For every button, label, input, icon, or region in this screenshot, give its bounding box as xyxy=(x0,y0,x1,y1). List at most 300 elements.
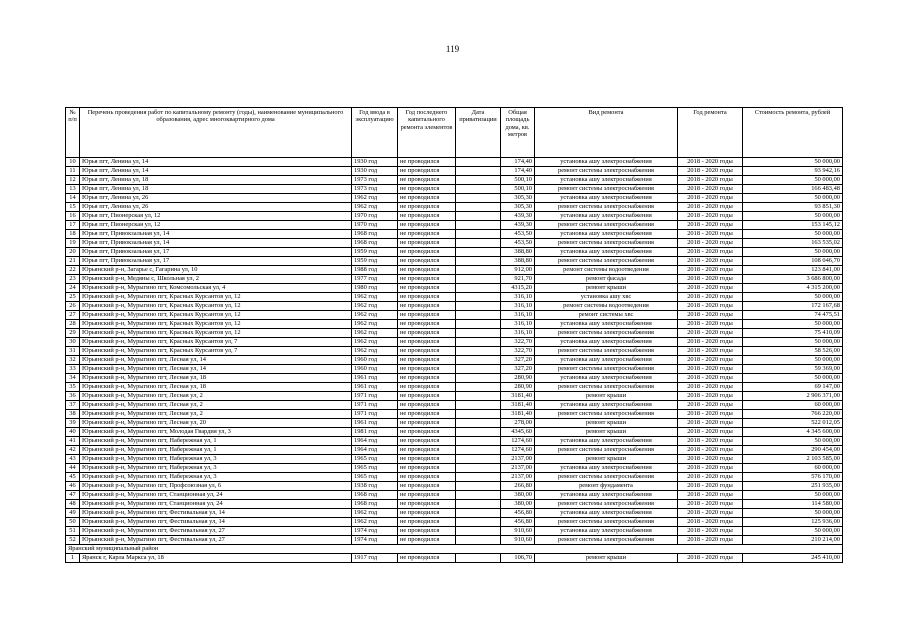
cell-cost: 125 936,00 xyxy=(743,518,843,527)
table-row xyxy=(66,311,843,320)
cell-priv xyxy=(456,158,501,167)
cell-work: ремонт системы электроснабжения xyxy=(535,329,678,338)
cell-num: 15 xyxy=(66,203,80,212)
cell-area: 910,60 xyxy=(501,536,535,545)
cell-cost: 153 145,12 xyxy=(743,221,843,230)
cell-yr: 1930 год xyxy=(352,158,398,167)
cell-work: установка ашу электроснабжения xyxy=(535,338,678,347)
table-row xyxy=(66,491,843,500)
cell-addr: Юрьянский р-н, Мурыгино пгт, Лесная ул, 14 xyxy=(80,356,352,365)
cell-priv xyxy=(456,311,501,320)
cell-period: 2018 - 2020 годы xyxy=(678,158,743,167)
cell-cost: 60 000,00 xyxy=(743,401,843,410)
cell-addr: Яранск г, Карла Маркса ул, 18 xyxy=(80,554,352,563)
cell-work: ремонт системы электроснабжения xyxy=(535,473,678,482)
cell-area: 280,90 xyxy=(501,374,535,383)
cell-addr: Юрьянский р-н, Мурыгино пгт, Красных Курсантов ул, 12 xyxy=(80,311,352,320)
cell-num: 39 xyxy=(66,419,80,428)
cell-cost: 50 000,00 xyxy=(743,293,843,302)
cell-area: 316,10 xyxy=(501,320,535,329)
cell-yr: 1988 год xyxy=(352,266,398,275)
cell-cost: 69 147,00 xyxy=(743,383,843,392)
cell-last: не проводился xyxy=(398,464,456,473)
cell-yr: 1962 год xyxy=(352,320,398,329)
table-row xyxy=(66,446,843,455)
cell-num: 11 xyxy=(66,167,80,176)
cell-cost: 4 345 600,00 xyxy=(743,428,843,437)
table-row xyxy=(66,284,843,293)
cell-period: 2018 - 2020 годы xyxy=(678,554,743,563)
cell-addr: Юрьянский р-н, Мурыгино пгт, Молодая Гвардия ул, 3 xyxy=(80,428,352,437)
cell-priv xyxy=(456,176,501,185)
table-row xyxy=(66,374,843,383)
cell-period: 2018 - 2020 годы xyxy=(678,167,743,176)
cell-num: 21 xyxy=(66,257,80,266)
cell-last: не проводился xyxy=(398,257,456,266)
cell-cost: 3 686 800,00 xyxy=(743,275,843,284)
cell-work: ремонт системы электроснабжения xyxy=(535,347,678,356)
cell-addr: Юрьянский р-н, Мурыгино пгт, Станционная ул, 24 xyxy=(80,491,352,500)
cell-addr: Юрья пгт, Ленина ул, 18 xyxy=(80,185,352,194)
cell-num: 38 xyxy=(66,410,80,419)
cell-last: не проводился xyxy=(398,401,456,410)
cell-period: 2018 - 2020 годы xyxy=(678,455,743,464)
cell-area: 2137,00 xyxy=(501,455,535,464)
cell-last: не проводился xyxy=(398,518,456,527)
cell-cost: 50 000,00 xyxy=(743,527,843,536)
cell-num: 42 xyxy=(66,446,80,455)
cell-work: установка ашу хвс xyxy=(535,293,678,302)
cell-area: 453,50 xyxy=(501,230,535,239)
header-period: Год ремонта xyxy=(678,108,743,158)
cell-num: 51 xyxy=(66,527,80,536)
cell-addr: Юрьянский р-н, Мурыгино пгт, Лесная ул, 18 xyxy=(80,383,352,392)
cell-work: установка ашу электроснабжения xyxy=(535,176,678,185)
cell-period: 2018 - 2020 годы xyxy=(678,329,743,338)
cell-priv xyxy=(456,473,501,482)
table-row xyxy=(66,482,843,491)
cell-addr: Юрьянский р-н, Мурыгино пгт, Набережная ул, 3 xyxy=(80,464,352,473)
cell-last: не проводился xyxy=(398,329,456,338)
cell-addr: Юрья пгт, Привокзальная ул, 17 xyxy=(80,257,352,266)
cell-cost: 50 000,00 xyxy=(743,248,843,257)
cell-work: установка ашу электроснабжения xyxy=(535,509,678,518)
cell-yr: 1973 год xyxy=(352,185,398,194)
cell-addr: Юрьянский р-н, Мурыгино пгт, Лесная ул, 2 xyxy=(80,392,352,401)
cell-last: не проводился xyxy=(398,392,456,401)
cell-addr: Юрьянский р-н, Мурыгино пгт, Красных Курсантов ул, 7 xyxy=(80,338,352,347)
cell-num: 27 xyxy=(66,311,80,320)
table-row xyxy=(66,203,843,212)
cell-cost: 251 935,00 xyxy=(743,482,843,491)
cell-num: 52 xyxy=(66,536,80,545)
cell-last: не проводился xyxy=(398,446,456,455)
cell-last: не проводился xyxy=(398,239,456,248)
cell-area: 2137,00 xyxy=(501,473,535,482)
cell-area: 500,10 xyxy=(501,176,535,185)
table-row xyxy=(66,248,843,257)
table-row xyxy=(66,266,843,275)
table-row xyxy=(66,239,843,248)
cell-area: 3181,40 xyxy=(501,392,535,401)
table-row xyxy=(66,221,843,230)
cell-work: установка ашу электроснабжения xyxy=(535,437,678,446)
cell-addr: Юрья пгт, Ленина ул, 14 xyxy=(80,158,352,167)
cell-cost: 576 170,00 xyxy=(743,473,843,482)
cell-yr: 1981 год xyxy=(352,428,398,437)
cell-area: 266,80 xyxy=(501,482,535,491)
cell-area: 2137,00 xyxy=(501,464,535,473)
cell-area: 106,70 xyxy=(501,554,535,563)
cell-cost: 74 475,51 xyxy=(743,311,843,320)
cell-area: 305,30 xyxy=(501,194,535,203)
cell-last: не проводился xyxy=(398,230,456,239)
cell-num: 46 xyxy=(66,482,80,491)
cell-cost: 75 410,09 xyxy=(743,329,843,338)
table-row xyxy=(66,383,843,392)
cell-work: установка ашу электроснабжения xyxy=(535,158,678,167)
header-privatization: Дата приватизации xyxy=(456,108,501,158)
cell-last: не проводился xyxy=(398,266,456,275)
cell-addr: Юрьянский р-н, Мурыгино пгт, Лесная ул, 2 xyxy=(80,410,352,419)
repair-register-table xyxy=(65,107,843,563)
cell-yr: 1971 год xyxy=(352,401,398,410)
cell-priv xyxy=(456,302,501,311)
cell-area: 912,00 xyxy=(501,266,535,275)
cell-addr: Юрьянский р-н, Мурыгино пгт, Фестивальная ул, 27 xyxy=(80,527,352,536)
cell-num: 12 xyxy=(66,176,80,185)
cell-last: не проводился xyxy=(398,509,456,518)
cell-num: 45 xyxy=(66,473,80,482)
cell-last: не проводился xyxy=(398,212,456,221)
cell-last: не проводился xyxy=(398,320,456,329)
cell-work: ремонт крыши xyxy=(535,428,678,437)
cell-period: 2018 - 2020 годы xyxy=(678,320,743,329)
cell-yr: 1961 год xyxy=(352,383,398,392)
cell-area: 322,70 xyxy=(501,347,535,356)
cell-addr: Юрья пгт, Ленина ул, 26 xyxy=(80,194,352,203)
cell-area: 327,20 xyxy=(501,365,535,374)
cell-addr: Юрьянский р-н, Мурыгино пгт, Фестивальная ул, 14 xyxy=(80,518,352,527)
cell-period: 2018 - 2020 годы xyxy=(678,392,743,401)
cell-cost: 245 410,00 xyxy=(743,554,843,563)
cell-last: не проводился xyxy=(398,491,456,500)
cell-work: ремонт системы электроснабжения xyxy=(535,185,678,194)
cell-yr: 1917 год xyxy=(352,554,398,563)
cell-yr: 1962 год xyxy=(352,311,398,320)
cell-last: не проводился xyxy=(398,410,456,419)
table-row xyxy=(66,536,843,545)
cell-period: 2018 - 2020 годы xyxy=(678,230,743,239)
cell-area: 456,80 xyxy=(501,509,535,518)
cell-work: ремонт крыши xyxy=(535,455,678,464)
cell-priv xyxy=(456,275,501,284)
cell-addr: Юрьянский р-н, Мурыгино пгт, Лесная ул, 2 xyxy=(80,401,352,410)
cell-num: 17 xyxy=(66,221,80,230)
table-row xyxy=(66,230,843,239)
cell-num: 37 xyxy=(66,401,80,410)
cell-num: 49 xyxy=(66,509,80,518)
cell-work: ремонт системы электроснабжения xyxy=(535,239,678,248)
table-row xyxy=(66,176,843,185)
cell-priv xyxy=(456,401,501,410)
cell-period: 2018 - 2020 годы xyxy=(678,518,743,527)
cell-yr: 1968 год xyxy=(352,500,398,509)
cell-work: установка ашу электроснабжения xyxy=(535,356,678,365)
table-row xyxy=(66,194,843,203)
cell-cost: 50 000,00 xyxy=(743,158,843,167)
cell-num: 13 xyxy=(66,185,80,194)
table-row xyxy=(66,455,843,464)
cell-cost: 50 000,00 xyxy=(743,230,843,239)
cell-area: 278,00 xyxy=(501,419,535,428)
table-row xyxy=(66,158,843,167)
cell-num: 19 xyxy=(66,239,80,248)
cell-cost: 210 214,00 xyxy=(743,536,843,545)
cell-yr: 1968 год xyxy=(352,491,398,500)
cell-cost: 59 369,00 xyxy=(743,365,843,374)
cell-area: 1274,60 xyxy=(501,437,535,446)
cell-last: не проводился xyxy=(398,284,456,293)
cell-work: установка ашу электроснабжения xyxy=(535,401,678,410)
cell-work: ремонт фундамента xyxy=(535,482,678,491)
table-row xyxy=(66,500,843,509)
cell-addr: Юрья пгт, Привокзальная ул, 14 xyxy=(80,230,352,239)
district-row xyxy=(66,545,843,554)
cell-period: 2018 - 2020 годы xyxy=(678,266,743,275)
cell-last: не проводился xyxy=(398,482,456,491)
cell-cost: 2 906 371,00 xyxy=(743,392,843,401)
cell-addr: Юрьянский р-н, Мурыгино пгт, Красных Курсантов ул, 12 xyxy=(80,329,352,338)
cell-last: не проводился xyxy=(398,203,456,212)
cell-area: 4315,20 xyxy=(501,284,535,293)
cell-priv xyxy=(456,167,501,176)
cell-cost: 50 000,00 xyxy=(743,437,843,446)
cell-yr: 1962 год xyxy=(352,203,398,212)
cell-num: 23 xyxy=(66,275,80,284)
table-row xyxy=(66,437,843,446)
cell-yr: 1973 год xyxy=(352,176,398,185)
cell-period: 2018 - 2020 годы xyxy=(678,293,743,302)
cell-cost: 50 000,00 xyxy=(743,176,843,185)
cell-priv xyxy=(456,239,501,248)
cell-work: установка ашу электроснабжения xyxy=(535,194,678,203)
cell-priv xyxy=(456,293,501,302)
cell-period: 2018 - 2020 годы xyxy=(678,356,743,365)
cell-priv xyxy=(456,482,501,491)
cell-period: 2018 - 2020 годы xyxy=(678,410,743,419)
cell-last: не проводился xyxy=(398,365,456,374)
cell-priv xyxy=(456,518,501,527)
cell-last: не проводился xyxy=(398,419,456,428)
table-body xyxy=(66,158,843,563)
cell-area: 305,30 xyxy=(501,203,535,212)
cell-period: 2018 - 2020 годы xyxy=(678,419,743,428)
cell-work: ремонт системы хвс xyxy=(535,311,678,320)
cell-num: 33 xyxy=(66,365,80,374)
cell-period: 2018 - 2020 годы xyxy=(678,257,743,266)
cell-priv xyxy=(456,338,501,347)
cell-last: не проводился xyxy=(398,338,456,347)
cell-priv xyxy=(456,257,501,266)
cell-cost: 766 220,00 xyxy=(743,410,843,419)
cell-priv xyxy=(456,419,501,428)
cell-work: ремонт крыши xyxy=(535,554,678,563)
cell-work: ремонт системы электроснабжения xyxy=(535,167,678,176)
cell-priv xyxy=(456,392,501,401)
cell-period: 2018 - 2020 годы xyxy=(678,221,743,230)
table-row xyxy=(66,392,843,401)
cell-num: 43 xyxy=(66,455,80,464)
header-last-repair: Год последнего капитального ремонта элементов xyxy=(398,108,456,158)
cell-period: 2018 - 2020 годы xyxy=(678,203,743,212)
cell-last: не проводился xyxy=(398,554,456,563)
table-row xyxy=(66,212,843,221)
table-row xyxy=(66,293,843,302)
cell-cost: 108 046,70 xyxy=(743,257,843,266)
cell-period: 2018 - 2020 годы xyxy=(678,437,743,446)
cell-yr: 1974 год xyxy=(352,527,398,536)
cell-yr: 1959 год xyxy=(352,248,398,257)
cell-priv xyxy=(456,347,501,356)
cell-cost: 50 000,00 xyxy=(743,356,843,365)
cell-last: не проводился xyxy=(398,221,456,230)
cell-cost: 50 000,00 xyxy=(743,374,843,383)
cell-last: не проводился xyxy=(398,437,456,446)
cell-area: 316,10 xyxy=(501,293,535,302)
cell-cost: 290 454,00 xyxy=(743,446,843,455)
cell-priv xyxy=(456,374,501,383)
cell-work: установка ашу электроснабжения xyxy=(535,230,678,239)
cell-addr: Юрьянский р-н, Мурыгино пгт, Комсомольская ул, 4 xyxy=(80,284,352,293)
cell-period: 2018 - 2020 годы xyxy=(678,212,743,221)
table-row xyxy=(66,419,843,428)
cell-num: 25 xyxy=(66,293,80,302)
cell-cost: 2 103 585,00 xyxy=(743,455,843,464)
cell-num: 28 xyxy=(66,320,80,329)
cell-cost: 50 000,00 xyxy=(743,320,843,329)
table-row xyxy=(66,473,843,482)
table-row xyxy=(66,185,843,194)
cell-priv xyxy=(456,383,501,392)
cell-addr: Юрья пгт, Пионерская ул, 12 xyxy=(80,212,352,221)
header-year-built: Год ввода в эксплуатацию xyxy=(352,108,398,158)
cell-num: 29 xyxy=(66,329,80,338)
cell-period: 2018 - 2020 годы xyxy=(678,464,743,473)
cell-num: 30 xyxy=(66,338,80,347)
cell-area: 327,20 xyxy=(501,356,535,365)
cell-yr: 1968 год xyxy=(352,239,398,248)
cell-num: 32 xyxy=(66,356,80,365)
cell-work: ремонт системы электроснабжения xyxy=(535,221,678,230)
cell-cost: 172 167,68 xyxy=(743,302,843,311)
cell-yr: 1965 год xyxy=(352,464,398,473)
cell-period: 2018 - 2020 годы xyxy=(678,275,743,284)
cell-priv xyxy=(456,410,501,419)
cell-period: 2018 - 2020 годы xyxy=(678,347,743,356)
cell-num: 44 xyxy=(66,464,80,473)
cell-addr: Юрьянский р-н, Мурыгино пгт, Красных Курсантов ул, 12 xyxy=(80,302,352,311)
cell-priv xyxy=(456,428,501,437)
cell-work: ремонт системы электроснабжения xyxy=(535,383,678,392)
cell-work: установка ашу электроснабжения xyxy=(535,527,678,536)
cell-priv xyxy=(456,509,501,518)
cell-last: не проводился xyxy=(398,248,456,257)
cell-area: 316,10 xyxy=(501,311,535,320)
cell-last: не проводился xyxy=(398,473,456,482)
cell-area: 388,80 xyxy=(501,248,535,257)
cell-last: не проводился xyxy=(398,536,456,545)
cell-priv xyxy=(456,248,501,257)
cell-yr: 1970 год xyxy=(352,221,398,230)
cell-priv xyxy=(456,185,501,194)
cell-yr: 1971 год xyxy=(352,410,398,419)
table-header xyxy=(66,108,843,158)
cell-cost: 58 526,00 xyxy=(743,347,843,356)
cell-priv xyxy=(456,203,501,212)
cell-period: 2018 - 2020 годы xyxy=(678,482,743,491)
cell-work: ремонт крыши xyxy=(535,392,678,401)
cell-area: 1274,60 xyxy=(501,446,535,455)
table-row xyxy=(66,329,843,338)
table-row xyxy=(66,167,843,176)
cell-work: ремонт системы электроснабжения xyxy=(535,446,678,455)
cell-work: ремонт системы электроснабжения xyxy=(535,203,678,212)
cell-yr: 1965 год xyxy=(352,473,398,482)
cell-last: не проводился xyxy=(398,311,456,320)
cell-last: не проводился xyxy=(398,158,456,167)
cell-yr: 1962 год xyxy=(352,302,398,311)
cell-num: 48 xyxy=(66,500,80,509)
cell-priv xyxy=(456,320,501,329)
cell-last: не проводился xyxy=(398,302,456,311)
cell-num: 40 xyxy=(66,428,80,437)
cell-priv xyxy=(456,437,501,446)
cell-priv xyxy=(456,365,501,374)
cell-last: не проводился xyxy=(398,383,456,392)
cell-period: 2018 - 2020 годы xyxy=(678,338,743,347)
cell-area: 456,80 xyxy=(501,518,535,527)
cell-addr: Юрьянский р-н, Мурыгино пгт, Станционная ул, 24 xyxy=(80,500,352,509)
cell-num: 14 xyxy=(66,194,80,203)
cell-addr: Юрья пгт, Пионерская ул, 12 xyxy=(80,221,352,230)
cell-yr: 1962 год xyxy=(352,347,398,356)
cell-work: установка ашу электроснабжения xyxy=(535,491,678,500)
cell-addr: Юрья пгт, Привокзальная ул, 17 xyxy=(80,248,352,257)
cell-period: 2018 - 2020 годы xyxy=(678,500,743,509)
cell-cost: 522 012,05 xyxy=(743,419,843,428)
cell-yr: 1964 год xyxy=(352,437,398,446)
cell-cost: 50 000,00 xyxy=(743,338,843,347)
cell-addr: Юрья пгт, Ленина ул, 14 xyxy=(80,167,352,176)
cell-addr: Юрьянский р-н, Мурыгино пгт, Профсоюзная ул, 6 xyxy=(80,482,352,491)
cell-area: 3181,40 xyxy=(501,410,535,419)
cell-addr: Юрьянский р-н, Мурыгино пгт, Набережная ул, 3 xyxy=(80,455,352,464)
cell-yr: 1968 год xyxy=(352,230,398,239)
cell-priv xyxy=(456,212,501,221)
cell-cost: 93 942,16 xyxy=(743,167,843,176)
cell-last: не проводился xyxy=(398,194,456,203)
cell-addr: Юрьянский р-н, Мурыгино пгт, Фестивальная ул, 14 xyxy=(80,509,352,518)
cell-work: установка ашу электроснабжения xyxy=(535,212,678,221)
cell-work: ремонт системы электроснабжения xyxy=(535,500,678,509)
cell-yr: 1964 год xyxy=(352,446,398,455)
cell-priv xyxy=(456,455,501,464)
table-row xyxy=(66,347,843,356)
cell-period: 2018 - 2020 годы xyxy=(678,311,743,320)
cell-cost: 50 000,00 xyxy=(743,194,843,203)
cell-period: 2018 - 2020 годы xyxy=(678,401,743,410)
